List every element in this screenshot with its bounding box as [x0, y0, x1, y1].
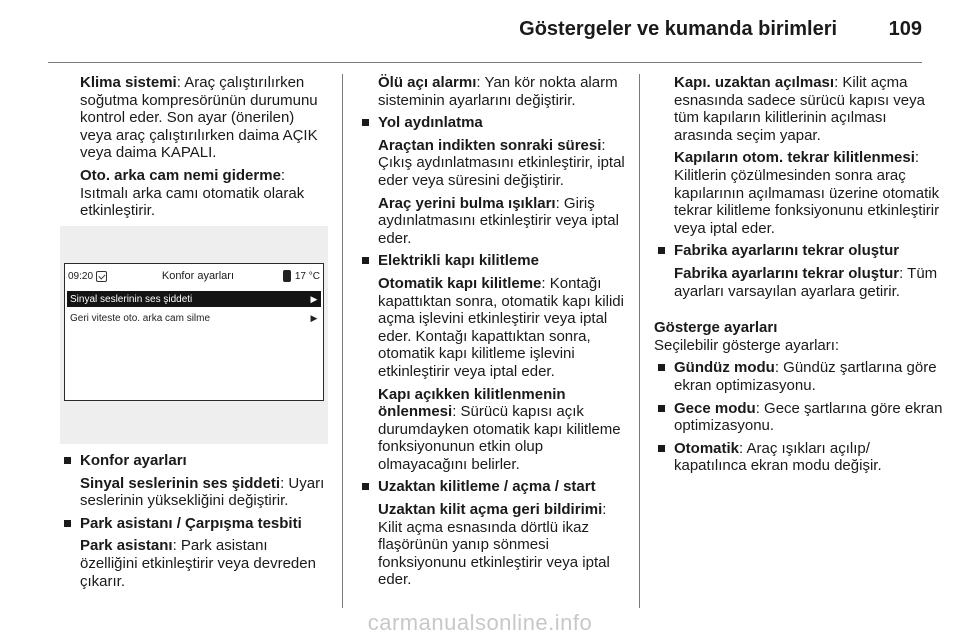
header-rule [48, 62, 922, 63]
column-divider [342, 74, 343, 608]
section-yol-aydinlatma: Yol aydınlatma [358, 114, 630, 132]
display-status-bar [68, 266, 320, 286]
paragraph-geri-bildirim: Uzaktan kilit açma geri bildirimi: Kilit açma esnasında dörtlü ikaz flaşörünün yanıp sönmesi fonksiyonunu etkinleştirir veya iptal eder. [378, 501, 610, 589]
thermometer-icon [283, 270, 291, 282]
column-2 [358, 74, 630, 594]
display-screenshot [60, 226, 328, 444]
display-title: Konfor ayarları [161, 270, 235, 282]
page-title: Göstergeler ve kumanda birimleri [519, 18, 838, 40]
section-konfor: Konfor ayarları [60, 452, 328, 470]
section-gosterge: Gösterge ayarları [654, 319, 778, 337]
paragraph-arac-yeri: Araç yerini bulma ışıkları: Giriş aydınlatmasını etkinleştirir veya iptal eder. [378, 194, 619, 247]
paragraph-klima: Klima sistemi: Araç çalıştırılırken soğutma kompresörünün durumunu kontrol eder. Son ayar (önerilen) veya araç çalıştırılırken daima AÇIK veya daima KAPALI. [80, 74, 318, 162]
column-divider [639, 74, 640, 608]
paragraph-park: Park asistanı: Park asistanı özelliğini etkinleştirir veya devreden çıkarır. [80, 537, 316, 590]
section-fabrika: Fabrika ayarlarını tekrar oluştur [654, 242, 944, 260]
menu-item: Geri viteste oto. arka cam silme ▶ [67, 310, 321, 326]
page-header [0, 18, 922, 41]
paragraph-gosterge-intro: Seçilebilir gösterge ayarları: [654, 336, 840, 354]
paragraph-kapi-acik: Kapı açıkken kilitlenmenin önlenmesi: Sürücü kapısı açık durumdayken otomatik kapı kilitleme fonksiyonunun etkin olup olmayacağını belirler. [378, 385, 621, 473]
chevron-right-icon: ▶ [310, 312, 318, 323]
watermark: carmanualsonline.info [367, 610, 593, 635]
paragraph-arac-sure: Araçtan indikten sonraki süresi: Çıkış aydınlatmasını etkinleştirir, iptal eder veya süresini değiştirir. [378, 136, 625, 189]
column-1-lower [60, 452, 328, 595]
paragraph-otomatik-kilit: Otomatik kapı kilitleme: Kontağı kapattıktan sonra, otomatik kapı kilidi açma işlevini etkinleştirir veya iptal eder. Kontağı kapattıktan sonra, otomatik kapı kilitleme işlevini etkinleştirir veya iptal eder. [378, 274, 624, 380]
display-screen [64, 263, 324, 401]
section-uzaktan: Uzaktan kilitleme / açma / start [358, 478, 630, 496]
column-3 [654, 74, 944, 480]
back-icon [96, 271, 107, 282]
display-time: 09:20 [68, 270, 94, 282]
paragraph-fabrika: Fabrika ayarlarını tekrar oluştur: Tüm ayarları varsayılan ayarlara getirir. [674, 264, 938, 300]
paragraph-olu-aci: Ölü açı alarmı: Yan kör nokta alarm sisteminin ayarlarını değiştirir. [378, 74, 618, 109]
column-1 [60, 74, 328, 225]
display-temperature: 17 °C [294, 270, 320, 282]
paragraph-arka-cam: Oto. arka cam nemi giderme: Isıtmalı arka camı otomatik olarak etkinleştirir. [80, 166, 305, 220]
section-elektrikli-kilit: Elektrikli kapı kilitleme [358, 252, 630, 270]
paragraph-tekrar-kilit: Kapıların otom. tekrar kilitlenmesi: Kilitlerin çözülmesinden sonra araç kapılarının açılmaması üzerine otomatik tekrar kilitleme fonksiyonunu etkinleştirir veya iptal eder. [674, 149, 940, 237]
paragraph-kapi-uzaktan: Kapı. uzaktan açılması: Kilit açma esnasında sadece sürücü kapısı veya tüm kapıların kilitlerinin açılması arasında seçim yapar. [674, 74, 925, 144]
list-item-gece: Gece modu: Gece şartlarına göre ekran optimizasyonu. [654, 400, 944, 435]
chevron-right-icon: ▶ [310, 293, 318, 304]
list-item-otomatik: Otomatik: Araç ışıkları açılıp/ kapatılınca ekran modu değişir. [654, 440, 944, 475]
list-item-gunduz: Gündüz modu: Gündüz şartlarına göre ekran optimizasyonu. [654, 359, 944, 394]
page-number: 109 [888, 18, 922, 40]
menu-item-selected: Sinyal seslerinin ses şiddeti ▶ [67, 291, 321, 307]
paragraph-sinyal: Sinyal seslerinin ses şiddeti: Uyarı seslerinin yüksekliğini değiştirir. [80, 474, 325, 510]
section-park: Park asistanı / Çarpışma tesbiti [60, 515, 328, 533]
